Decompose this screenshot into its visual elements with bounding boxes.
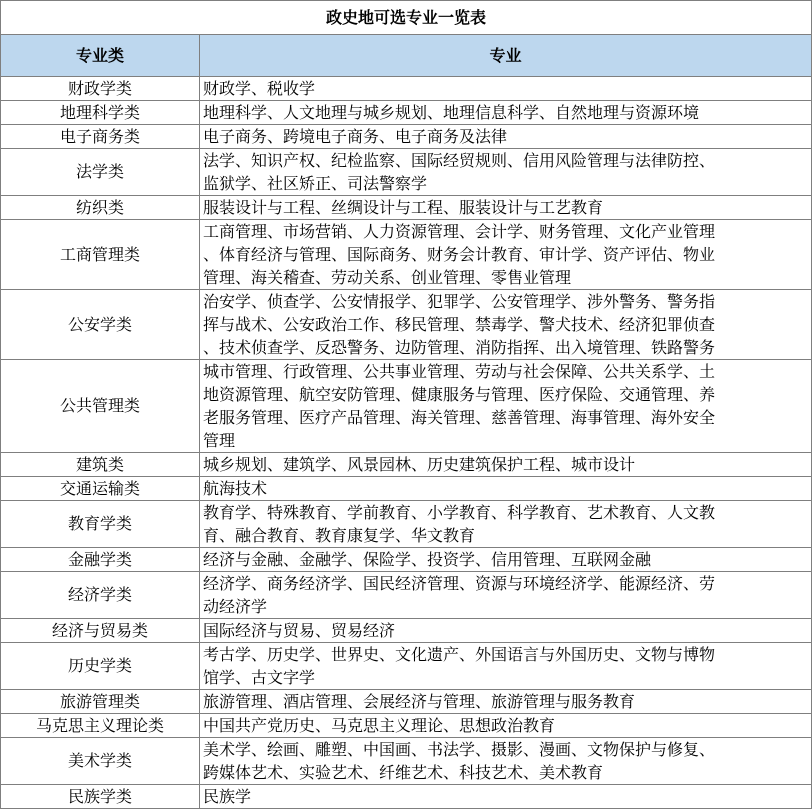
- majors-line: 地理科学、人文地理与城乡规划、地理信息科学、自然地理与资源环境: [203, 103, 700, 122]
- table-title[interactable]: 政史地可选专业一览表: [1, 1, 812, 35]
- majors-line: 城市管理、行政管理、公共事业管理、劳动与社会保障、公共关系学、土: [203, 362, 716, 381]
- category-cell[interactable]: 公安学类: [1, 290, 200, 360]
- category-cell[interactable]: 公共管理类: [1, 360, 200, 453]
- table-row: [1, 220, 812, 290]
- category-cell[interactable]: 金融学类: [1, 548, 200, 572]
- majors-line: 教育学、特殊教育、学前教育、小学教育、科学教育、艺术教育、人文教: [203, 503, 716, 522]
- majors-cell[interactable]: [200, 619, 812, 643]
- majors-line: 、技术侦查学、反恐警务、边防管理、消防指挥、出入境管理、铁路警务: [203, 338, 716, 357]
- category-cell[interactable]: 马克思主义理论类: [1, 714, 200, 738]
- majors-line: 治安学、侦查学、公安情报学、犯罪学、公安管理学、涉外警务、警务指: [203, 292, 716, 311]
- table-row: [1, 690, 812, 714]
- majors-line: 城乡规划、建筑学、风景园林、历史建筑保护工程、城市设计: [203, 455, 636, 474]
- majors-cell[interactable]: [200, 477, 812, 501]
- table-row: [1, 643, 812, 690]
- column-header-majors[interactable]: 专业: [200, 35, 812, 77]
- majors-line: 馆学、古文字学: [203, 668, 316, 687]
- majors-line: 中国共产党历史、马克思主义理论、思想政治教育: [203, 716, 556, 735]
- majors-line: 跨媒体艺术、实验艺术、纤维艺术、科技艺术、美术教育: [203, 763, 604, 782]
- majors-line: 电子商务、跨境电子商务、电子商务及法律: [203, 127, 508, 146]
- majors-line: 老服务管理、医疗产品管理、海关管理、慈善管理、海事管理、海外安全: [203, 408, 716, 427]
- majors-line: 管理、海关稽查、劳动关系、创业管理、零售业管理: [203, 268, 572, 287]
- column-header-category[interactable]: 专业类: [1, 35, 200, 77]
- table-row: [1, 714, 812, 738]
- table-row: [1, 572, 812, 619]
- majors-line: 经济与金融、金融学、保险学、投资学、信用管理、互联网金融: [203, 550, 652, 569]
- majors-line: 地资源管理、航空安防管理、健康服务与管理、医疗保险、交通管理、养: [203, 385, 716, 404]
- category-cell[interactable]: 经济学类: [1, 572, 200, 619]
- majors-cell[interactable]: [200, 290, 812, 360]
- majors-cell[interactable]: [200, 196, 812, 220]
- majors-line: 挥与战术、公安政治工作、移民管理、禁毒学、警犬技术、经济犯罪侦查: [203, 315, 716, 334]
- category-cell[interactable]: 工商管理类: [1, 220, 200, 290]
- category-cell[interactable]: 教育学类: [1, 501, 200, 548]
- category-cell[interactable]: 财政学类: [1, 77, 200, 101]
- majors-line: 考古学、历史学、世界史、文化遗产、外国语言与外国历史、文物与博物: [203, 645, 716, 664]
- majors-line: 、体育经济与管理、国际商务、财务会计教育、审计学、资产评估、物业: [203, 245, 716, 264]
- majors-line: 服装设计与工程、丝绸设计与工程、服装设计与工艺教育: [203, 198, 604, 217]
- majors-cell[interactable]: [200, 785, 812, 809]
- category-cell[interactable]: 法学类: [1, 149, 200, 196]
- majors-cell[interactable]: [200, 690, 812, 714]
- table-row: [1, 501, 812, 548]
- table-body: [1, 77, 812, 809]
- category-cell[interactable]: 建筑类: [1, 453, 200, 477]
- majors-line: 育、融合教育、教育康复学、华文教育: [203, 526, 476, 545]
- category-cell[interactable]: 旅游管理类: [1, 690, 200, 714]
- majors-cell[interactable]: [200, 220, 812, 290]
- table-row: [1, 290, 812, 360]
- table-row: [1, 619, 812, 643]
- table-row: [1, 77, 812, 101]
- table-row: [1, 548, 812, 572]
- table-row: [1, 738, 812, 785]
- majors-line: 工商管理、市场营销、人力资源管理、会计学、财务管理、文化产业管理: [203, 222, 716, 241]
- majors-cell[interactable]: [200, 125, 812, 149]
- category-cell[interactable]: 纺织类: [1, 196, 200, 220]
- majors-line: 管理: [203, 431, 236, 450]
- table-header-row: [1, 35, 812, 77]
- majors-cell[interactable]: [200, 453, 812, 477]
- category-cell[interactable]: 民族学类: [1, 785, 200, 809]
- majors-cell[interactable]: [200, 501, 812, 548]
- table-row: [1, 453, 812, 477]
- table-row: [1, 785, 812, 809]
- majors-cell[interactable]: [200, 149, 812, 196]
- category-cell[interactable]: 地理科学类: [1, 101, 200, 125]
- table-title-row: [1, 1, 812, 35]
- category-cell[interactable]: 历史学类: [1, 643, 200, 690]
- table-row: [1, 360, 812, 453]
- table-row: [1, 149, 812, 196]
- majors-cell[interactable]: [200, 714, 812, 738]
- majors-line: 监狱学、社区矫正、司法警察学: [203, 174, 428, 193]
- majors-cell[interactable]: [200, 101, 812, 125]
- category-cell[interactable]: 美术学类: [1, 738, 200, 785]
- majors-line: 法学、知识产权、纪检监察、国际经贸规则、信用风险管理与法律防控、: [203, 151, 716, 170]
- majors-line: 航海技术: [203, 479, 268, 498]
- majors-cell[interactable]: [200, 77, 812, 101]
- table-row: [1, 196, 812, 220]
- majors-line: 旅游管理、酒店管理、会展经济与管理、旅游管理与服务教育: [203, 692, 636, 711]
- category-cell[interactable]: 电子商务类: [1, 125, 200, 149]
- majors-line: 动经济学: [203, 597, 268, 616]
- majors-line: 美术学、绘画、雕塑、中国画、书法学、摄影、漫画、文物保护与修复、: [203, 740, 716, 759]
- majors-line: 财政学、税收学: [203, 79, 316, 98]
- majors-cell[interactable]: [200, 738, 812, 785]
- majors-cell[interactable]: [200, 572, 812, 619]
- table-row: [1, 477, 812, 501]
- category-cell[interactable]: 交通运输类: [1, 477, 200, 501]
- majors-line: 民族学: [203, 787, 252, 806]
- majors-line: 经济学、商务经济学、国民经济管理、资源与环境经济学、能源经济、劳: [203, 574, 716, 593]
- category-cell[interactable]: 经济与贸易类: [1, 619, 200, 643]
- table-row: [1, 125, 812, 149]
- majors-line: 国际经济与贸易、贸易经济: [203, 621, 396, 640]
- majors-cell[interactable]: [200, 548, 812, 572]
- majors-cell[interactable]: [200, 360, 812, 453]
- table-row: [1, 101, 812, 125]
- majors-cell[interactable]: [200, 643, 812, 690]
